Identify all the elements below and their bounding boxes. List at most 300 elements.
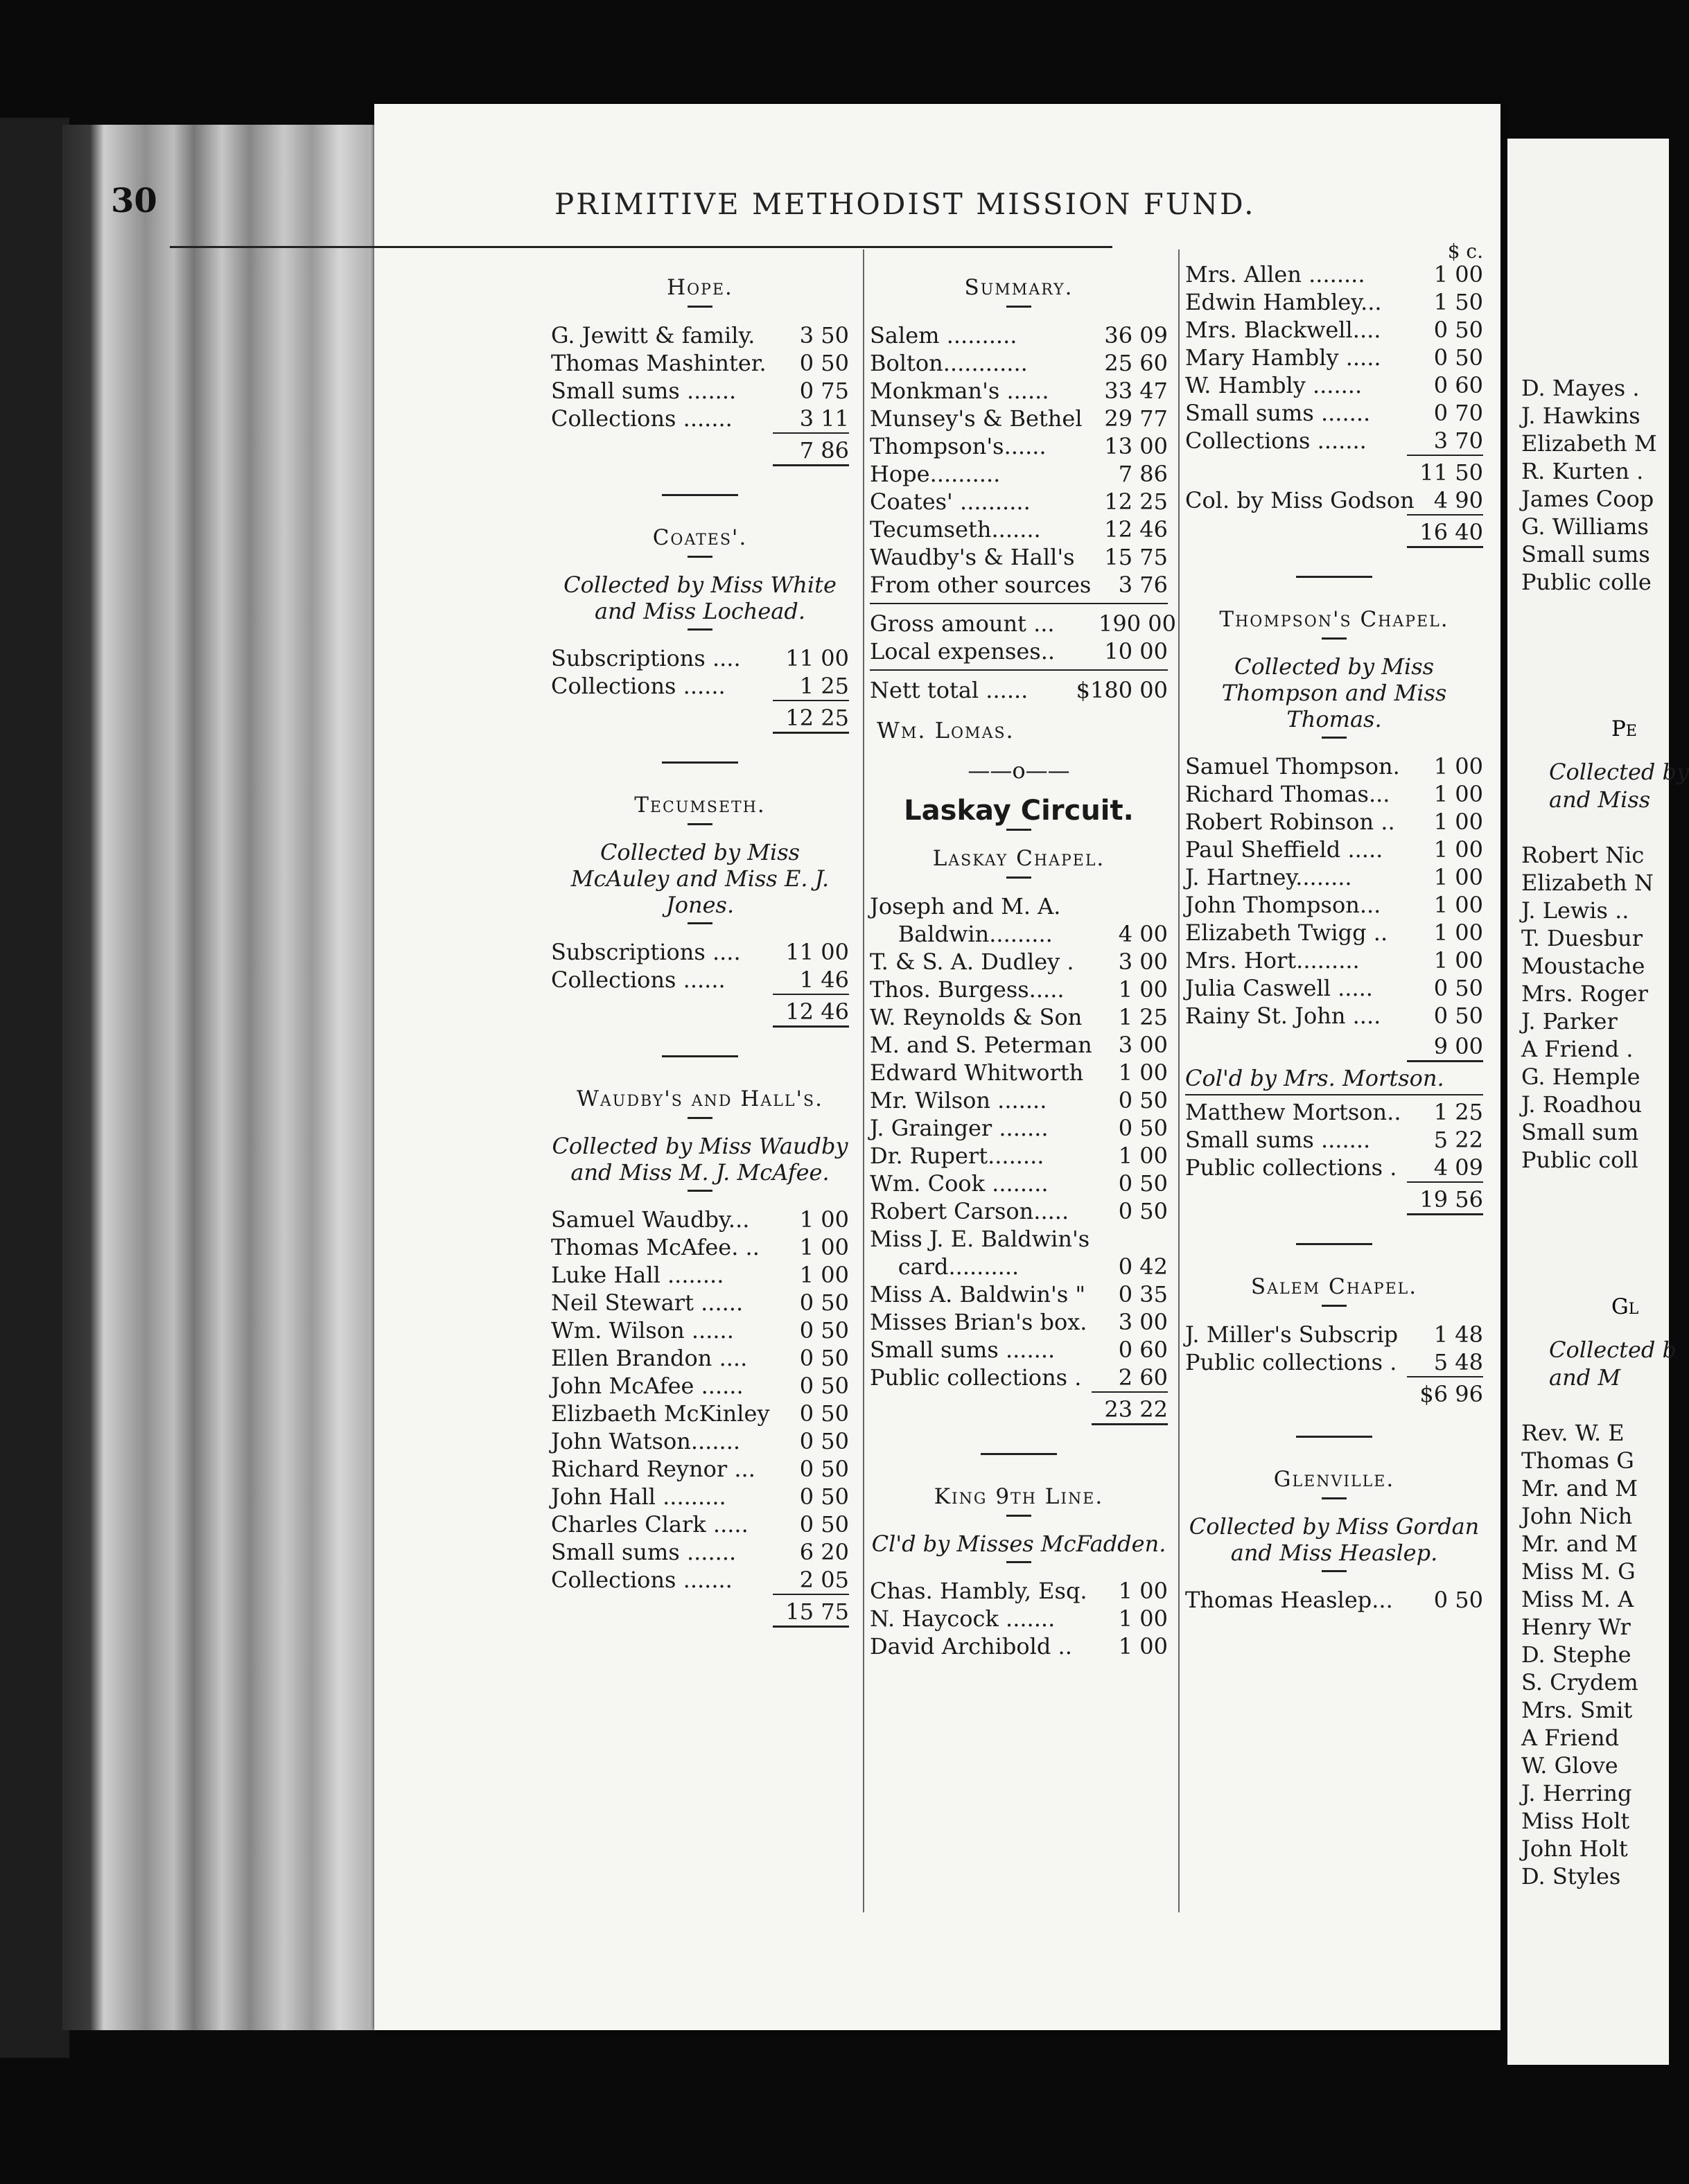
ledger-amount: 0 75	[799, 378, 849, 404]
facing-line: Moustache	[1521, 953, 1645, 979]
ledger-row	[1185, 1348, 1483, 1376]
ledger-name: Ellen Brandon ....	[551, 1345, 748, 1371]
ledger-amount: 3 76	[1118, 572, 1168, 598]
facing-line: Mr. and M	[1521, 1531, 1638, 1557]
facing-top-gap	[1507, 139, 1669, 374]
facing-line: D. Styles	[1521, 1863, 1621, 1890]
ledger-name: Collections ......	[551, 673, 726, 699]
facing-line: Collected b	[1549, 1337, 1677, 1363]
dash	[688, 1190, 712, 1192]
summary-gross-row	[870, 610, 1176, 637]
ledger-name: Subscriptions ....	[551, 939, 741, 965]
col3-top-total	[1407, 514, 1483, 546]
ledger-amount: 0 50	[799, 1317, 849, 1344]
thompson-total-value: 9 00	[1433, 1033, 1483, 1059]
ledger-amount: 1 00	[1118, 1143, 1168, 1169]
currency-unit: $ c.	[1447, 240, 1483, 263]
ledger-name: Collections .......	[551, 1567, 733, 1593]
column-divider-2	[1178, 249, 1180, 1912]
ledger-row	[1185, 1002, 1483, 1030]
col3-top-rows	[1185, 261, 1483, 455]
summary-rows	[870, 322, 1168, 599]
section-title-waudby: Waudby's and Hall's.	[577, 1086, 823, 1111]
ledger-name: T. & S. A. Dudley .	[870, 949, 1074, 975]
section-title-king: King 9th Line.	[934, 1484, 1104, 1509]
ledger-row	[870, 976, 1168, 1003]
ledger-name: W. Hambly .......	[1185, 372, 1363, 398]
ledger-name: Robert Carson.....	[870, 1198, 1069, 1224]
facing-gap	[1507, 813, 1669, 841]
ledger-amount	[1099, 892, 1168, 920]
ledger-amount: 0 50	[799, 1400, 849, 1427]
ledger-amount: 1 25	[1118, 1004, 1168, 1030]
king-rows	[870, 1577, 1168, 1660]
dash	[1006, 306, 1031, 308]
ledger-row	[870, 920, 1168, 948]
laskay-total-value: 23 22	[1104, 1396, 1168, 1423]
ledger-name: Collections .......	[1185, 428, 1367, 454]
ledger-amount: 1 00	[799, 1234, 849, 1260]
ledger-row	[870, 1364, 1168, 1391]
ledger-amount: 3 00	[1118, 949, 1168, 975]
thompson-collected-by: Collected by Miss Thompson and Miss Thomas.	[1221, 653, 1447, 732]
ledger-amount: 0 50	[799, 1428, 849, 1454]
ledger-row	[1185, 316, 1483, 344]
summary-nett-block	[870, 669, 1168, 704]
ledger-amount: 0 50	[1118, 1198, 1168, 1224]
nett-label: Nett total ......	[870, 677, 1029, 703]
col3-top-total-value: 16 40	[1419, 519, 1483, 545]
ledger-row	[870, 1059, 1168, 1086]
ledger-amount: 1 00	[1118, 976, 1168, 1003]
section-separator	[662, 1055, 738, 1057]
ledger-row	[551, 1455, 849, 1483]
salem-total	[1407, 1376, 1483, 1408]
page-number: 30	[111, 182, 157, 220]
ledger-amount: 0 60	[1118, 1337, 1168, 1363]
waudby-collected-by: Collected by Miss Waudby and Miss M. J. McAfee.	[552, 1133, 848, 1186]
ledger-name: Charles Clark .....	[551, 1511, 749, 1538]
ledger-row	[870, 1197, 1168, 1225]
tecumseth-collected-by: Collected by Miss McAuley and Miss E. J. Jones.	[570, 839, 830, 918]
ledger-row	[1185, 836, 1483, 863]
section-separator	[662, 494, 738, 496]
ledger-row	[1185, 1126, 1483, 1154]
ledger-row	[1185, 1154, 1483, 1181]
ledger-amount: 1 00	[1118, 1578, 1168, 1604]
facing-line: Mrs. Smit	[1521, 1697, 1633, 1723]
dash	[1322, 1497, 1347, 1499]
ledger-row	[870, 1031, 1168, 1059]
ledger-amount: 3 00	[1118, 1032, 1168, 1058]
section-title-thompson: Thompson's Chapel.	[1219, 607, 1449, 632]
ledger-row	[1185, 1586, 1483, 1614]
ledger-row	[1185, 344, 1483, 371]
ledger-name: Luke Hall ........	[551, 1262, 724, 1288]
ledger-name: Small sums .......	[1185, 400, 1371, 426]
ledger-name: Small sums .......	[1185, 1127, 1371, 1153]
section-title-salem: Salem Chapel.	[1250, 1274, 1418, 1299]
ledger-amount: 15 75	[1104, 544, 1168, 570]
facing-line: J. Lewis ..	[1521, 897, 1629, 924]
close-rule	[1407, 546, 1483, 548]
ledger-amount: 1 00	[1433, 892, 1483, 918]
facing-gap	[1507, 1391, 1669, 1419]
ledger-row	[870, 1280, 1168, 1308]
facing-line: R. Kurten .	[1521, 458, 1644, 484]
ledger-amount: 7 86	[1118, 461, 1168, 487]
facing-line: Thomas G	[1521, 1447, 1634, 1474]
coates-collected-by: Collected by Miss White and Miss Lochead.	[563, 572, 837, 624]
ledger-row	[551, 644, 849, 672]
facing-line: J. Roadhou	[1521, 1091, 1643, 1118]
ledger-amount: 0 50	[799, 1456, 849, 1482]
ledger-row	[551, 1427, 849, 1455]
close-rule	[773, 464, 849, 466]
ledger-name: G. Jewitt & family.	[551, 322, 755, 349]
ledger-row	[551, 1566, 849, 1594]
hope-total-value: 7 86	[799, 437, 849, 464]
ledger-row	[551, 1289, 849, 1316]
facing-collected-2	[1507, 1336, 1677, 1391]
ledger-row	[551, 1316, 849, 1344]
dash	[1322, 1305, 1347, 1307]
facing-rows-2	[1507, 1419, 1669, 1890]
glenville-collected-by: Collected by Miss Gordan and Miss Heaslep.	[1189, 1513, 1480, 1566]
nett-amount: $180 00	[1076, 677, 1168, 703]
ledger-name: Public collections .	[870, 1364, 1082, 1391]
ledger-amount: 1 00	[1433, 781, 1483, 807]
coates-rows	[551, 644, 849, 700]
circuit-title: Laskay Circuit.	[904, 795, 1134, 827]
ledger-name: Munsey's & Bethel	[870, 405, 1083, 432]
ledger-name: Edward Whitworth	[870, 1059, 1084, 1086]
facing-line: D. Stephe	[1521, 1641, 1631, 1668]
facing-line: James Coop	[1521, 486, 1654, 512]
ledger-row	[1185, 371, 1483, 399]
ledger-name: Thomas McAfee. ..	[551, 1234, 760, 1260]
ledger-amount: 0 50	[1118, 1087, 1168, 1113]
ledger-amount: 3 00	[1118, 1309, 1168, 1335]
ledger-row	[551, 377, 849, 405]
dash	[688, 556, 712, 558]
ledger-row	[870, 1577, 1168, 1605]
dash	[688, 628, 712, 631]
ledger-name: Thomas Heaslep...	[1185, 1587, 1393, 1613]
ledger-row	[870, 349, 1168, 377]
ledger-amount: 1 00	[1433, 809, 1483, 835]
ledger-name: Baldwin.........	[870, 921, 1053, 947]
ledger-amount: 0 50	[799, 1483, 849, 1510]
facing-line: Small sums	[1521, 541, 1650, 567]
summary-local-row	[870, 637, 1168, 665]
ledger-row	[551, 966, 849, 994]
glenville-rows	[1185, 1586, 1483, 1614]
ledger-row	[870, 432, 1168, 460]
mortson-total	[1407, 1181, 1483, 1213]
ledger-row	[870, 1170, 1168, 1197]
ledger-amount: 3 70	[1433, 428, 1483, 454]
laskay-rows	[870, 892, 1168, 1391]
ledger-name: Mrs. Allen ........	[1185, 261, 1365, 288]
column-2	[870, 260, 1176, 1660]
ledger-row	[1185, 919, 1483, 946]
facing-line: Public coll	[1521, 1147, 1638, 1173]
page-stack-edges	[62, 125, 388, 2030]
ledger-row	[870, 1003, 1168, 1031]
ledger-amount: 0 50	[1433, 1003, 1483, 1029]
ledger-amount: 6 20	[799, 1539, 849, 1565]
facing-line: J. Hawkins	[1521, 403, 1640, 429]
ledger-row	[1185, 891, 1483, 919]
ledger-row	[1185, 974, 1483, 1002]
ledger-name: N. Haycock .......	[870, 1605, 1056, 1632]
ledger-row	[870, 1225, 1168, 1253]
ledger-name: J. Miller's Subscrip	[1185, 1321, 1399, 1348]
ledger-amount: 1 00	[1433, 836, 1483, 863]
ledger-row	[870, 322, 1168, 349]
ledger-name: Thos. Burgess.....	[870, 976, 1065, 1003]
ledger-name: Miss J. E. Baldwin's	[870, 1226, 1090, 1252]
ledger-amount: 0 50	[1118, 1170, 1168, 1197]
salem-total-value: $6 96	[1419, 1381, 1483, 1407]
ledger-amount: 4 00	[1118, 921, 1168, 947]
ledger-amount	[1099, 1225, 1168, 1253]
section-separator	[1296, 1436, 1372, 1438]
ledger-amount: 33 47	[1104, 378, 1168, 404]
ledger-row	[1185, 288, 1483, 316]
ledger-name: Paul Sheffield .....	[1185, 836, 1383, 863]
facing-line: Mrs. Roger	[1521, 980, 1648, 1007]
waudby-total-value: 15 75	[785, 1599, 849, 1625]
ledger-name: Mary Hambly .....	[1185, 344, 1381, 371]
ledger-amount: 1 00	[799, 1262, 849, 1288]
section-title-laskay: Laskay Chapel.	[932, 846, 1105, 871]
section-title-summary: Summary.	[964, 275, 1074, 300]
ledger-name: Thompson's......	[870, 433, 1047, 459]
ledger-row	[551, 1511, 849, 1538]
book-cover-edge	[0, 118, 69, 2058]
ledger-name: Richard Thomas...	[1185, 781, 1390, 807]
facing-line: G. Williams	[1521, 513, 1649, 540]
ledger-name: Wm. Cook ........	[870, 1170, 1049, 1197]
ledger-amount: 0 70	[1433, 400, 1483, 426]
close-rule	[773, 1025, 849, 1028]
facing-line: J. Parker	[1521, 1008, 1618, 1034]
ledger-amount: 11 00	[785, 645, 849, 671]
hope-total	[773, 432, 849, 464]
ledger-amount: 29 77	[1104, 405, 1168, 432]
ledger-name: Elizbaeth McKinley	[551, 1400, 770, 1427]
waudby-rows	[551, 1206, 849, 1594]
facing-line: Mr. and M	[1521, 1475, 1638, 1502]
mortson-rows	[1185, 1098, 1483, 1181]
dash	[1322, 1570, 1347, 1572]
facing-collected-1	[1507, 758, 1689, 813]
ledger-amount: 0 50	[1433, 975, 1483, 1001]
ledger-name: Coates' ..........	[870, 488, 1031, 515]
ledger-row	[551, 322, 849, 349]
ledger-row	[870, 1142, 1168, 1170]
ledger-row	[551, 672, 849, 700]
gross-amount: 190 00	[1099, 610, 1176, 637]
tecumseth-total	[773, 994, 849, 1025]
ledger-name: Miss A. Baldwin's "	[870, 1281, 1086, 1307]
ledger-amount: 1 00	[1433, 261, 1483, 288]
facing-rows-1	[1507, 841, 1669, 1174]
facing-line: G. Hemple	[1521, 1064, 1640, 1090]
close-rule	[1092, 1423, 1168, 1425]
ledger-name: Richard Reynor ...	[551, 1456, 755, 1482]
ledger-name: Collections .......	[551, 405, 733, 432]
ledger-name: John Hall .........	[551, 1483, 726, 1510]
ledger-amount: 1 00	[1118, 1633, 1168, 1659]
ledger-row	[551, 1483, 849, 1511]
gross-label: Gross amount ...	[870, 610, 1055, 637]
facing-section-title-2: Gl	[1611, 1294, 1639, 1319]
section-title-glenville: Glenville.	[1273, 1467, 1395, 1492]
ledger-amount: 1 46	[799, 967, 849, 993]
ledger-row	[1185, 1321, 1483, 1348]
header-rule	[170, 246, 1112, 248]
godson-label: Col. by Miss Godson	[1185, 487, 1415, 513]
local-label: Local expenses..	[870, 638, 1056, 664]
ledger-amount: 0 50	[1433, 317, 1483, 343]
section-title-tecumseth: Tecumseth.	[634, 793, 766, 818]
ledger-name: Tecumseth.......	[870, 516, 1041, 543]
facing-line: Collected by	[1549, 759, 1689, 785]
facing-line: and M	[1549, 1364, 1621, 1391]
ledger-name: Elizabeth Twigg ..	[1185, 919, 1388, 946]
ledger-amount: 36 09	[1104, 322, 1168, 349]
ledger-name: Misses Brian's box.	[870, 1309, 1087, 1335]
ledger-row	[1185, 399, 1483, 427]
ledger-name: Bolton............	[870, 350, 1028, 376]
rule	[1185, 1094, 1483, 1095]
tecumseth-rows	[551, 938, 849, 994]
facing-line: Miss M. A	[1521, 1586, 1634, 1612]
ledger-amount: 5 48	[1433, 1349, 1483, 1375]
facing-line: S. Crydem	[1521, 1669, 1638, 1696]
ledger-name: Matthew Mortson..	[1185, 1099, 1401, 1125]
close-rule	[773, 732, 849, 734]
ledger-amount: 0 50	[799, 1289, 849, 1316]
ledger-amount: 12 25	[1104, 488, 1168, 515]
ledger-row	[551, 938, 849, 966]
ledger-row	[551, 1233, 849, 1261]
ledger-name: Chas. Hambly, Esq.	[870, 1578, 1087, 1604]
col3-subtotal-value: 11 50	[1419, 459, 1483, 486]
ledger-amount: 0 50	[799, 350, 849, 376]
ledger-row	[551, 1538, 849, 1566]
dash	[1006, 877, 1031, 879]
facing-line: Public colle	[1521, 569, 1652, 595]
ledger-row	[551, 1400, 849, 1427]
ledger-amount: 0 50	[1118, 1115, 1168, 1141]
ledger-row	[551, 1261, 849, 1289]
ledger-amount: 1 00	[1433, 753, 1483, 780]
facing-top-rows	[1507, 374, 1669, 596]
ledger-amount: 3 11	[799, 405, 849, 432]
facing-line: A Friend .	[1521, 1036, 1634, 1062]
summary-gross-block	[870, 603, 1176, 665]
ledger-name: Subscriptions ....	[551, 645, 741, 671]
ledger-amount: 4 09	[1433, 1154, 1483, 1181]
ledger-row	[551, 1372, 849, 1400]
dash	[688, 306, 712, 308]
section-separator	[1296, 1243, 1372, 1245]
facing-line: T. Duesbur	[1521, 925, 1643, 951]
ledger-name: From other sources	[870, 572, 1092, 598]
coates-total-value: 12 25	[785, 705, 849, 731]
ledger-amount: 0 50	[1433, 344, 1483, 371]
ledger-amount: 1 00	[1118, 1605, 1168, 1632]
column-divider-1	[863, 249, 864, 1912]
close-rule	[1407, 1213, 1483, 1215]
section-separator	[1296, 576, 1372, 578]
ledger-row	[870, 571, 1168, 599]
ledger-name: Dr. Rupert........	[870, 1143, 1044, 1169]
ledger-row	[870, 892, 1168, 920]
ledger-name: J. Grainger .......	[870, 1115, 1049, 1141]
ledger-row	[551, 349, 849, 377]
facing-section-title-1: Pe	[1611, 716, 1637, 741]
ledger-name: Wm. Wilson ......	[551, 1317, 734, 1344]
ledger-name: Mr. Wilson .......	[870, 1087, 1047, 1113]
ledger-amount: 1 00	[1433, 864, 1483, 890]
ledger-row	[1185, 261, 1483, 288]
ledger-name: John McAfee ......	[551, 1373, 744, 1399]
laskay-total	[1092, 1391, 1168, 1423]
summary-signature: Wm. Lomas.	[877, 717, 1015, 743]
thompson-rows	[1185, 752, 1483, 1030]
ledger-name: Neil Stewart ......	[551, 1289, 744, 1316]
ledger-amount: 25 60	[1104, 350, 1168, 376]
ledger-name: Thomas Mashinter.	[551, 350, 767, 376]
ledger-amount: 11 00	[785, 939, 849, 965]
column-1	[551, 260, 849, 1630]
ledger-name: Small sums .......	[870, 1337, 1056, 1363]
ledger-name: Hope..........	[870, 461, 1001, 487]
ledger-name: John Watson.......	[551, 1428, 741, 1454]
ledger-amount: 0 42	[1118, 1253, 1168, 1280]
thompson-total	[1407, 1030, 1483, 1060]
close-rule	[1407, 1060, 1483, 1062]
ledger-name: Monkman's ......	[870, 378, 1049, 404]
ledger-row	[551, 1206, 849, 1233]
ledger-amount: 1 25	[1433, 1099, 1483, 1125]
ledger-row	[870, 488, 1168, 516]
facing-line: Miss Holt	[1521, 1808, 1630, 1834]
facing-line: W. Glove	[1521, 1752, 1618, 1779]
ledger-name: Joseph and M. A.	[870, 893, 1061, 919]
ledger-row	[551, 1344, 849, 1372]
column-3	[1185, 240, 1483, 1614]
dash	[688, 922, 712, 924]
ledger-row	[870, 405, 1168, 432]
hope-rows	[551, 322, 849, 432]
ledger-amount: 5 22	[1433, 1127, 1483, 1153]
godson-row	[1185, 486, 1483, 514]
ledger-amount: 0 35	[1118, 1281, 1168, 1307]
dash	[1322, 637, 1347, 640]
col3-subtotal	[1407, 455, 1483, 486]
ledger-row	[870, 543, 1168, 571]
ledger-row	[1185, 946, 1483, 974]
summary-nett-row	[870, 676, 1168, 704]
ledger-name: M. and S. Peterman	[870, 1032, 1092, 1058]
ledger-amount: 1 50	[1433, 289, 1483, 315]
